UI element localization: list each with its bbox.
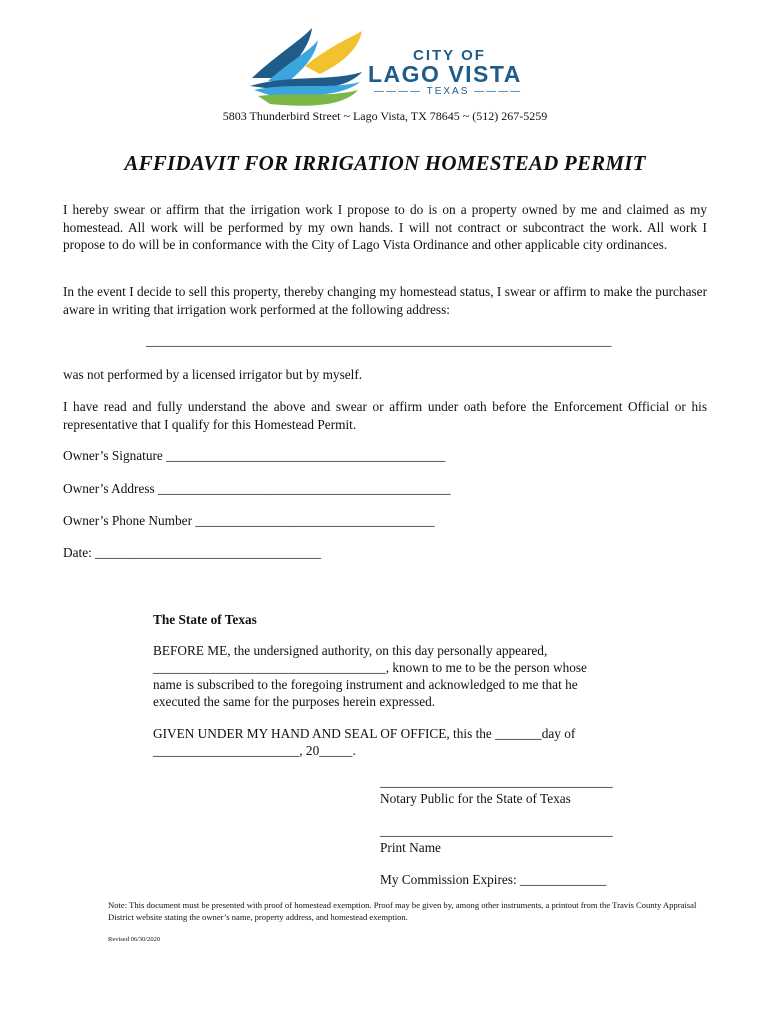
notary-given-under: GIVEN UNDER MY HAND AND SEAL OF OFFICE, this the _______day of ______________________, 20_____. <box>153 726 576 758</box>
property-address-field[interactable]: ______________________________________________________________________ <box>146 333 612 348</box>
logo-state: ———— TEXAS ———— <box>374 86 523 97</box>
date-field[interactable]: Date: __________________________________ <box>63 545 322 560</box>
paragraph-sale-disclosure: In the event I decide to sell this property, thereby changing my homestead status, I swear or affirm to make the purchaser aware in writing that irrigation work performed at the following address: <box>63 284 707 317</box>
logo-city-of: CITY OF <box>413 47 486 64</box>
owner-address-field[interactable]: Owner’s Address ____________________________________________ <box>63 481 451 496</box>
print-name-field[interactable]: ___________________________________ <box>380 823 613 838</box>
revised-date: Revised 06/30/2020 <box>108 936 161 943</box>
notary-signature-field[interactable]: ___________________________________ <box>380 774 613 789</box>
paragraph-not-licensed: was not performed by a licensed irrigator but by myself. <box>63 367 363 382</box>
commission-expires-field[interactable]: My Commission Expires: _____________ <box>380 872 607 887</box>
notary-state-heading: The State of Texas <box>153 612 257 627</box>
notary-before-me: BEFORE ME, the undersigned authority, on this day personally appeared, ___________________________________, known to me to be the person whose name is subscribed to the foregoing instrument and acknowledged to me that he executed the same for the purposes herein expressed. <box>153 643 587 709</box>
owner-phone-field[interactable]: Owner’s Phone Number ____________________________________ <box>63 513 435 528</box>
paragraph-sworn-statement: I hereby swear or affirm that the irrigation work I propose to do is on a property owned by me and claimed as my homestead. All work will be performed by my own hands. I will not contract or subcontract the work. All work I propose to do will be in conformance with the City of Lago Vista Ordinance and other applicable city ordinances. <box>63 202 707 252</box>
paragraph-oath: I have read and fully understand the above and swear or affirm under oath before the Enforcement Official or his representative that I qualify for this Homestead Permit. <box>63 399 707 432</box>
footer-note: Note: This document must be presented with proof of homestead exemption. Proof may be given by, among other instruments, a printout from the Travis County Appraisal District website stating the owner’s name, property address, and homestead exemption. <box>108 900 697 922</box>
owner-signature-field[interactable]: Owner’s Signature __________________________________________ <box>63 448 446 463</box>
logo-city-name: LAGO VISTA <box>368 61 522 87</box>
document-title: AFFIDAVIT FOR IRRIGATION HOMESTEAD PERMIT <box>124 151 646 175</box>
notary-public-label: Notary Public for the State of Texas <box>380 791 571 806</box>
print-name-label: Print Name <box>380 840 441 855</box>
city-address: 5803 Thunderbird Street ~ Lago Vista, TX 78645 ~ (512) 267-5259 <box>222 109 548 123</box>
